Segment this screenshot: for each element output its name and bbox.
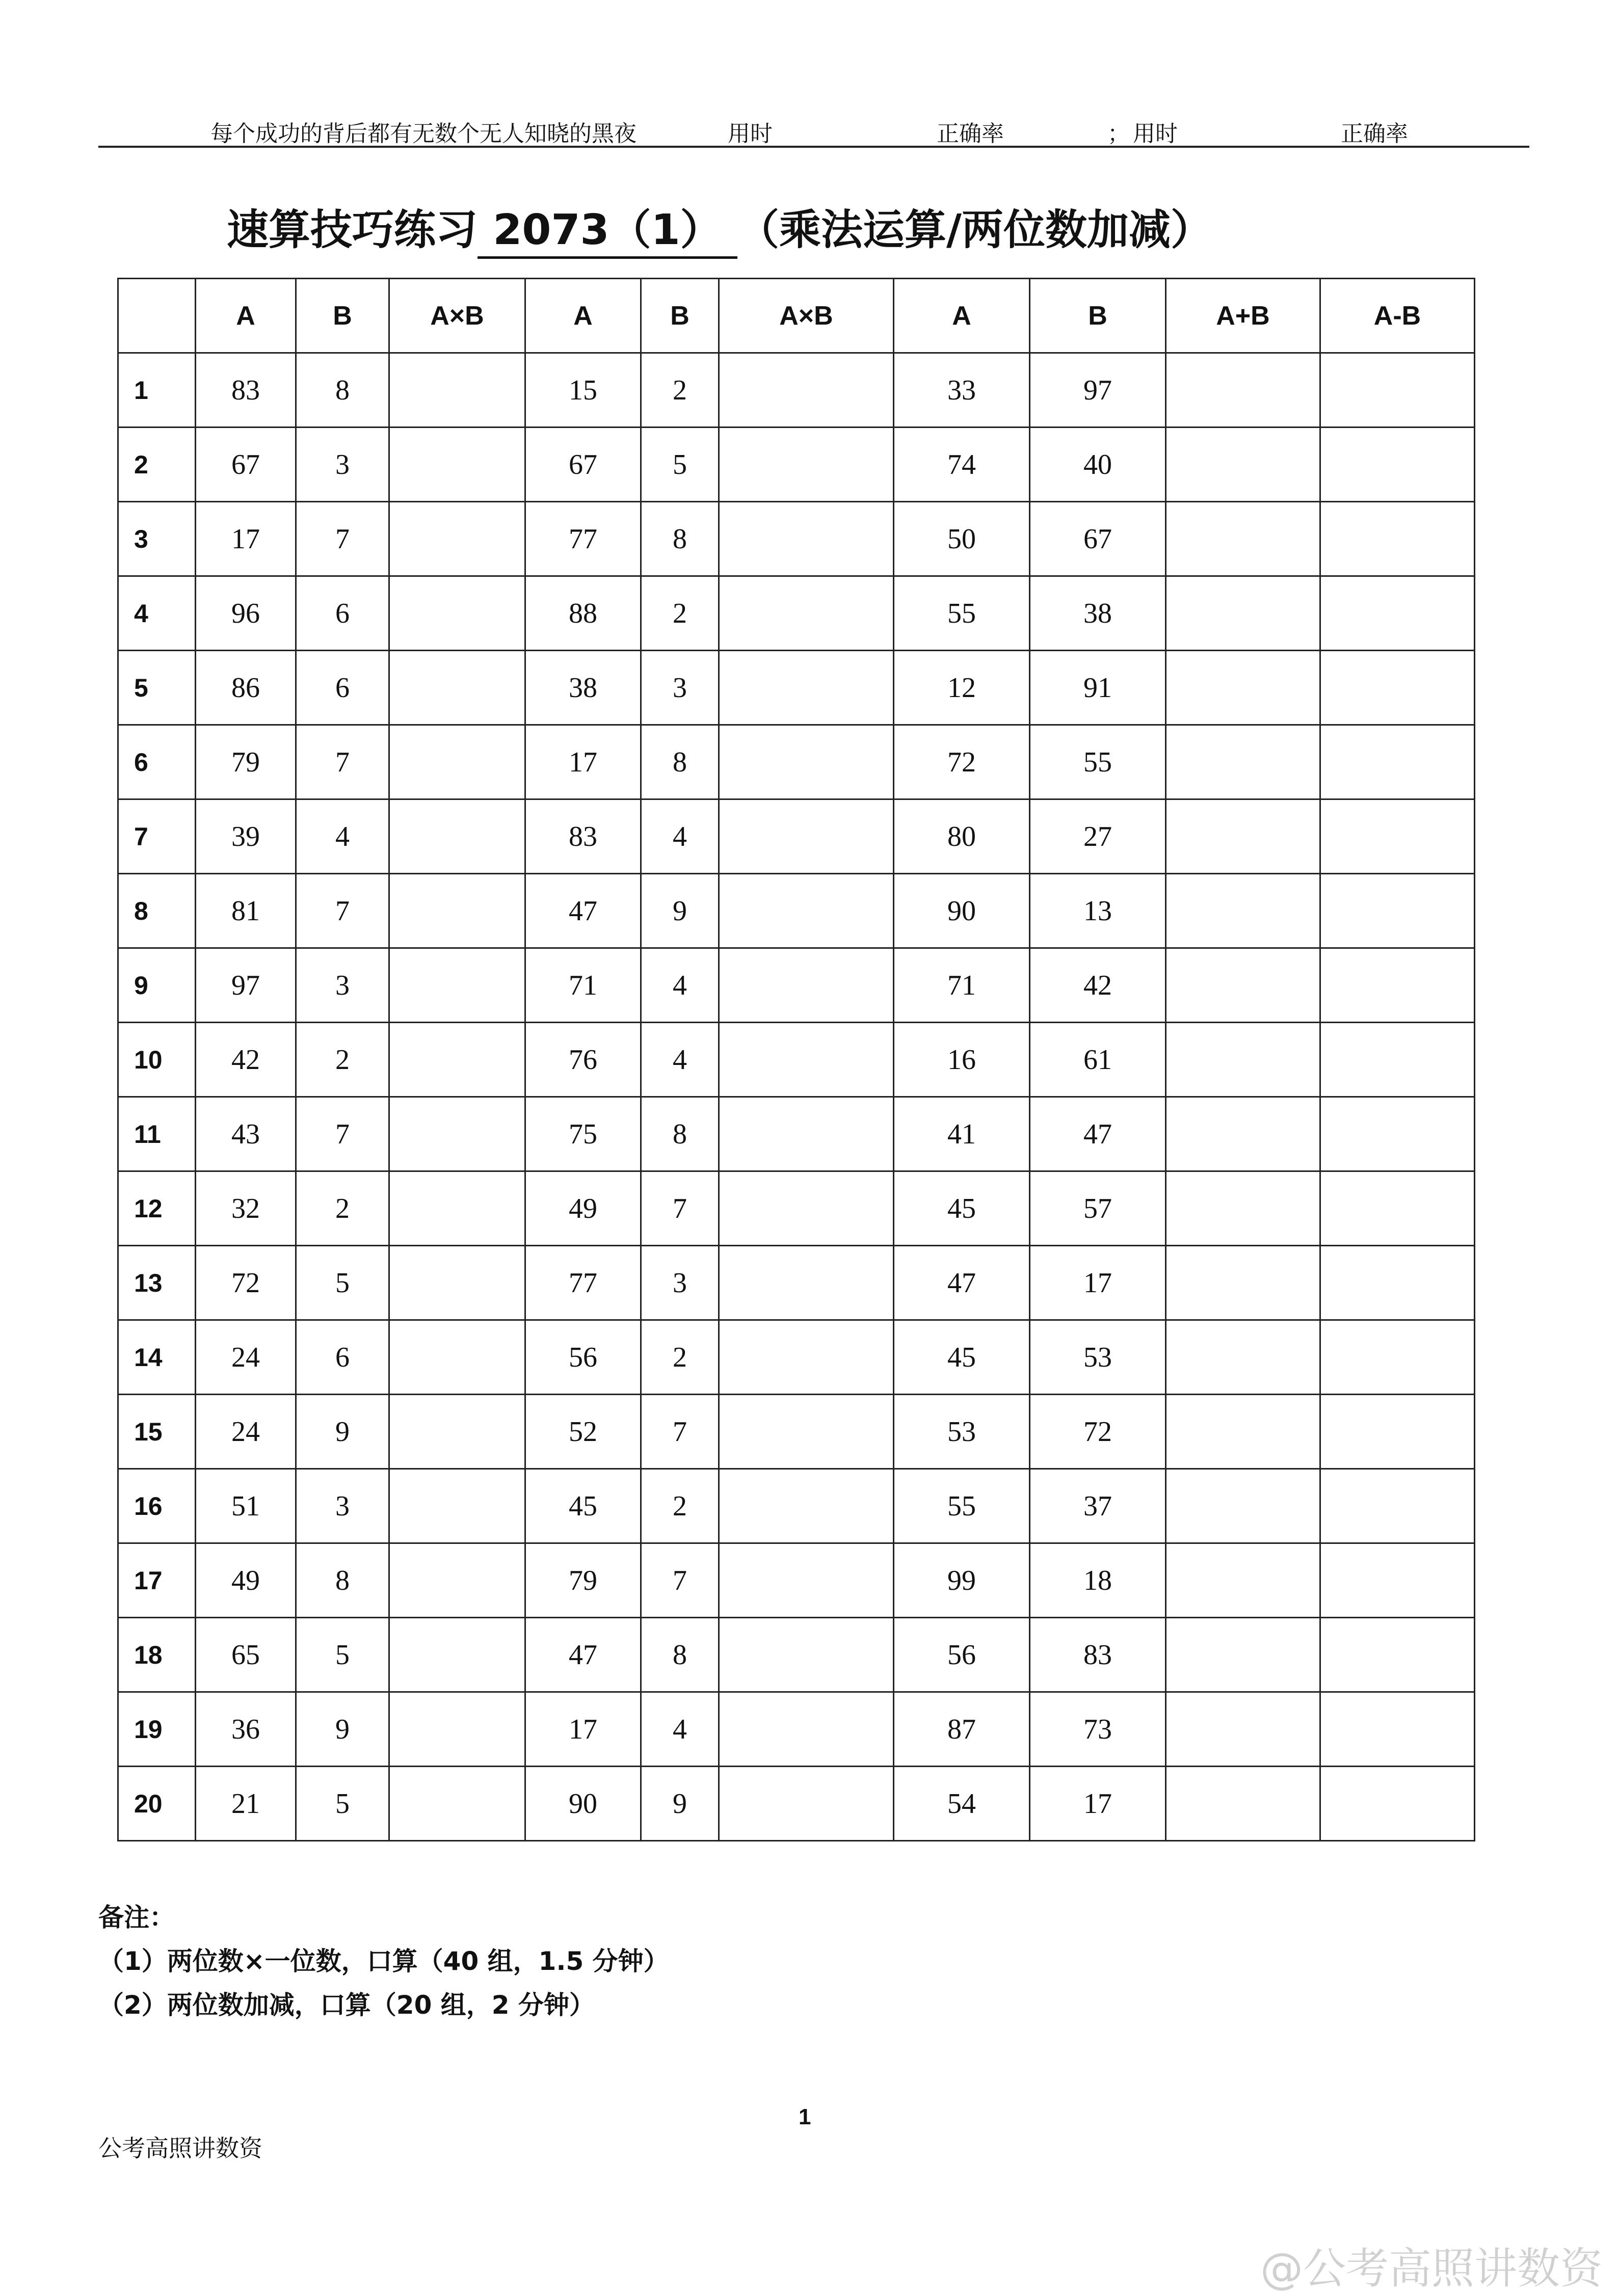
table-header-row — [118, 279, 1475, 353]
cell-a1: 65 — [196, 1618, 296, 1692]
cell-b2: 2 — [641, 353, 719, 428]
answer-cell-product2[interactable] — [719, 502, 894, 576]
cell-b2: 2 — [641, 576, 719, 651]
cell-b2: 2 — [641, 1469, 719, 1543]
answer-cell-product1[interactable] — [389, 1767, 525, 1841]
table-row — [118, 1395, 1475, 1469]
answer-cell-diff[interactable] — [1320, 576, 1475, 651]
cell-a3: 33 — [894, 353, 1030, 428]
table-row — [118, 1023, 1475, 1097]
answer-cell-diff[interactable] — [1320, 948, 1475, 1023]
answer-cell-sum[interactable] — [1166, 428, 1320, 502]
answer-cell-diff[interactable] — [1320, 874, 1475, 948]
cell-b1: 9 — [296, 1692, 389, 1767]
answer-cell-sum[interactable] — [1166, 1246, 1320, 1320]
cell-b1: 5 — [296, 1767, 389, 1841]
cell-b2: 7 — [641, 1395, 719, 1469]
cell-a2: 38 — [525, 651, 641, 725]
cell-a3: 12 — [894, 651, 1030, 725]
accuracy-label-1: 正确率 — [937, 115, 1088, 148]
watermark: @公考高照讲数资 — [1260, 2244, 1603, 2293]
answer-cell-product2[interactable] — [719, 1171, 894, 1246]
table-row — [118, 799, 1475, 874]
cell-a3: 90 — [894, 874, 1030, 948]
note-item: （1）两位数×一位数，口算（40 组，1.5 分钟） — [98, 1946, 669, 1976]
table-row — [118, 502, 1475, 576]
answer-cell-diff[interactable] — [1320, 1097, 1475, 1171]
answer-cell-diff[interactable] — [1320, 1246, 1475, 1320]
row-index: 10 — [118, 1023, 196, 1097]
cell-a1: 97 — [196, 948, 296, 1023]
cell-b2: 4 — [641, 799, 719, 874]
answer-cell-product2[interactable] — [719, 1097, 894, 1171]
answer-cell-product1[interactable] — [389, 1320, 525, 1395]
answer-cell-diff[interactable] — [1320, 1469, 1475, 1543]
cell-a2: 77 — [525, 502, 641, 576]
cell-b3: 53 — [1030, 1320, 1166, 1395]
cell-b1: 7 — [296, 874, 389, 948]
cell-b1: 8 — [296, 353, 389, 428]
answer-cell-sum[interactable] — [1166, 576, 1320, 651]
cell-b3: 13 — [1030, 874, 1166, 948]
answer-cell-product2[interactable] — [719, 1469, 894, 1543]
cell-a3: 56 — [894, 1618, 1030, 1692]
row-index: 8 — [118, 874, 196, 948]
table-row — [118, 1171, 1475, 1246]
cell-a3: 50 — [894, 502, 1030, 576]
row-index: 19 — [118, 1692, 196, 1767]
answer-cell-diff[interactable] — [1320, 1618, 1475, 1692]
time-label-1: 用时 — [728, 115, 895, 148]
answer-cell-diff[interactable] — [1320, 1767, 1475, 1841]
cell-a2: 47 — [525, 1618, 641, 1692]
row-index: 12 — [118, 1171, 196, 1246]
table-row — [118, 725, 1475, 799]
answer-cell-diff[interactable] — [1320, 1023, 1475, 1097]
answer-cell-product1[interactable] — [389, 1171, 525, 1246]
cell-a2: 79 — [525, 1543, 641, 1618]
answer-cell-sum[interactable] — [1166, 1618, 1320, 1692]
accuracy-blank-2[interactable] — [1408, 121, 1483, 148]
cell-a1: 21 — [196, 1767, 296, 1841]
cell-b1: 5 — [296, 1618, 389, 1692]
answer-cell-product1[interactable] — [389, 1618, 525, 1692]
row-index: 4 — [118, 576, 196, 651]
answer-cell-product1[interactable] — [389, 1023, 525, 1097]
cell-b2: 8 — [641, 725, 719, 799]
header-cell-diff: A-B — [1320, 279, 1475, 353]
cell-b2: 2 — [641, 1320, 719, 1395]
answer-cell-product1[interactable] — [389, 428, 525, 502]
row-index: 2 — [118, 428, 196, 502]
cell-b1: 7 — [296, 502, 389, 576]
cell-b3: 73 — [1030, 1692, 1166, 1767]
answer-cell-sum[interactable] — [1166, 948, 1320, 1023]
row-index: 18 — [118, 1618, 196, 1692]
motto: 每个成功的背后都有无数个无人知晓的黑夜 — [210, 121, 636, 147]
cell-a1: 51 — [196, 1469, 296, 1543]
answer-cell-product2[interactable] — [719, 725, 894, 799]
cell-a1: 96 — [196, 576, 296, 651]
cell-b1: 8 — [296, 1543, 389, 1618]
cell-a1: 24 — [196, 1395, 296, 1469]
header-cell-sum: A+B — [1166, 279, 1320, 353]
cell-b3: 17 — [1030, 1246, 1166, 1320]
cell-b1: 3 — [296, 1469, 389, 1543]
accuracy-blank-1[interactable] — [1004, 121, 1088, 148]
table-row — [118, 1320, 1475, 1395]
answer-cell-product1[interactable] — [389, 502, 525, 576]
answer-cell-sum[interactable] — [1166, 1767, 1320, 1841]
cell-a3: 74 — [894, 428, 1030, 502]
table-row — [118, 1692, 1475, 1767]
notes-heading: 备注： — [98, 1903, 175, 1932]
cell-a3: 47 — [894, 1246, 1030, 1320]
row-index: 16 — [118, 1469, 196, 1543]
table-row — [118, 874, 1475, 948]
cell-b1: 6 — [296, 576, 389, 651]
cell-b3: 17 — [1030, 1767, 1166, 1841]
cell-b1: 6 — [296, 1320, 389, 1395]
notes — [98, 1895, 669, 2027]
cell-a2: 90 — [525, 1767, 641, 1841]
answer-cell-sum[interactable] — [1166, 353, 1320, 428]
title-suffix: （乘法运算/两位数加减） — [737, 206, 1212, 254]
table-row — [118, 428, 1475, 502]
cell-b1: 7 — [296, 725, 389, 799]
cell-b3: 91 — [1030, 651, 1166, 725]
answer-cell-sum[interactable] — [1166, 1543, 1320, 1618]
header-cell-a1: A — [196, 279, 296, 353]
cell-b1: 9 — [296, 1395, 389, 1469]
cell-a1: 86 — [196, 651, 296, 725]
cell-a1: 32 — [196, 1171, 296, 1246]
header-bar — [98, 110, 1529, 148]
answer-cell-product2[interactable] — [719, 874, 894, 948]
answer-cell-sum[interactable] — [1166, 1097, 1320, 1171]
answer-cell-diff[interactable] — [1320, 799, 1475, 874]
header-cell-product2: A×B — [719, 279, 894, 353]
row-index: 13 — [118, 1246, 196, 1320]
cell-a3: 55 — [894, 1469, 1030, 1543]
answer-cell-product2[interactable] — [719, 1246, 894, 1320]
cell-a3: 54 — [894, 1767, 1030, 1841]
cell-a3: 16 — [894, 1023, 1030, 1097]
cell-b2: 7 — [641, 1171, 719, 1246]
cell-a2: 76 — [525, 1023, 641, 1097]
cell-b3: 61 — [1030, 1023, 1166, 1097]
page-title — [227, 197, 1212, 258]
answer-cell-diff[interactable] — [1320, 1171, 1475, 1246]
row-index: 9 — [118, 948, 196, 1023]
cell-b3: 55 — [1030, 725, 1166, 799]
note-item: （2）两位数加减，口算（20 组，2 分钟） — [98, 1990, 595, 2020]
answer-cell-diff[interactable] — [1320, 1543, 1475, 1618]
answer-cell-sum[interactable] — [1166, 1395, 1320, 1469]
cell-a2: 45 — [525, 1469, 641, 1543]
answer-cell-sum[interactable] — [1166, 799, 1320, 874]
cell-a2: 71 — [525, 948, 641, 1023]
cell-b2: 3 — [641, 1246, 719, 1320]
header-cell-a2: A — [525, 279, 641, 353]
cell-a3: 41 — [894, 1097, 1030, 1171]
cell-a1: 49 — [196, 1543, 296, 1618]
cell-b3: 42 — [1030, 948, 1166, 1023]
cell-b1: 2 — [296, 1171, 389, 1246]
answer-cell-product1[interactable] — [389, 1543, 525, 1618]
answer-cell-sum[interactable] — [1166, 1469, 1320, 1543]
cell-a2: 15 — [525, 353, 641, 428]
cell-a2: 83 — [525, 799, 641, 874]
cell-a1: 17 — [196, 502, 296, 576]
answer-cell-sum[interactable] — [1166, 725, 1320, 799]
cell-a2: 88 — [525, 576, 641, 651]
answer-cell-product2[interactable] — [719, 1618, 894, 1692]
cell-a3: 55 — [894, 576, 1030, 651]
cell-b3: 57 — [1030, 1171, 1166, 1246]
cell-b1: 6 — [296, 651, 389, 725]
row-index: 1 — [118, 353, 196, 428]
cell-b1: 5 — [296, 1246, 389, 1320]
cell-a3: 45 — [894, 1171, 1030, 1246]
cell-b2: 8 — [641, 502, 719, 576]
row-index: 14 — [118, 1320, 196, 1395]
answer-cell-diff[interactable] — [1320, 651, 1475, 725]
answer-cell-diff[interactable] — [1320, 725, 1475, 799]
table-row — [118, 353, 1475, 428]
cell-b1: 2 — [296, 1023, 389, 1097]
title-code: 2073（1） — [478, 197, 737, 259]
table-row — [118, 1767, 1475, 1841]
answer-cell-sum[interactable] — [1166, 1171, 1320, 1246]
answer-cell-product1[interactable] — [389, 1395, 525, 1469]
cell-a3: 45 — [894, 1320, 1030, 1395]
cell-a2: 77 — [525, 1246, 641, 1320]
title-prefix: 速算技巧练习 — [227, 206, 478, 254]
answer-cell-sum[interactable] — [1166, 874, 1320, 948]
answer-cell-sum[interactable] — [1166, 1023, 1320, 1097]
cell-b3: 47 — [1030, 1097, 1166, 1171]
answer-cell-product1[interactable] — [389, 1469, 525, 1543]
cell-a3: 71 — [894, 948, 1030, 1023]
row-index: 7 — [118, 799, 196, 874]
table-row — [118, 1543, 1475, 1618]
answer-cell-product2[interactable] — [719, 1692, 894, 1767]
cell-a3: 53 — [894, 1395, 1030, 1469]
cell-a1: 67 — [196, 428, 296, 502]
answer-cell-product2[interactable] — [719, 948, 894, 1023]
cell-b3: 27 — [1030, 799, 1166, 874]
answer-cell-product2[interactable] — [719, 799, 894, 874]
cell-b3: 83 — [1030, 1618, 1166, 1692]
answer-cell-product2[interactable] — [719, 1543, 894, 1618]
answer-cell-product2[interactable] — [719, 651, 894, 725]
answer-cell-product2[interactable] — [719, 576, 894, 651]
cell-b3: 40 — [1030, 428, 1166, 502]
cell-a1: 43 — [196, 1097, 296, 1171]
cell-b3: 72 — [1030, 1395, 1166, 1469]
cell-a2: 49 — [525, 1171, 641, 1246]
answer-cell-product1[interactable] — [389, 1246, 525, 1320]
cell-a2: 67 — [525, 428, 641, 502]
answer-cell-product2[interactable] — [719, 428, 894, 502]
table-row — [118, 576, 1475, 651]
answer-cell-product2[interactable] — [719, 353, 894, 428]
answer-cell-product1[interactable] — [389, 1692, 525, 1767]
row-index: 6 — [118, 725, 196, 799]
answer-cell-product2[interactable] — [719, 1320, 894, 1395]
answer-cell-product1[interactable] — [389, 874, 525, 948]
answer-cell-product1[interactable] — [389, 576, 525, 651]
answer-cell-diff[interactable] — [1320, 1320, 1475, 1395]
cell-b2: 8 — [641, 1097, 719, 1171]
table-row — [118, 1246, 1475, 1320]
table-row — [118, 1097, 1475, 1171]
cell-b3: 38 — [1030, 576, 1166, 651]
answer-cell-sum[interactable] — [1166, 502, 1320, 576]
answer-cell-diff[interactable] — [1320, 502, 1475, 576]
cell-a3: 72 — [894, 725, 1030, 799]
cell-a1: 36 — [196, 1692, 296, 1767]
answer-cell-diff[interactable] — [1320, 1692, 1475, 1767]
time-blank-1[interactable] — [773, 121, 895, 148]
answer-cell-sum[interactable] — [1166, 651, 1320, 725]
cell-a1: 79 — [196, 725, 296, 799]
header-cell-b3: B — [1030, 279, 1166, 353]
table-row — [118, 948, 1475, 1023]
cell-b1: 3 — [296, 428, 389, 502]
cell-a1: 42 — [196, 1023, 296, 1097]
answer-cell-sum[interactable] — [1166, 1692, 1320, 1767]
answer-cell-product2[interactable] — [719, 1395, 894, 1469]
cell-b3: 37 — [1030, 1469, 1166, 1543]
cell-b1: 4 — [296, 799, 389, 874]
cell-a3: 80 — [894, 799, 1030, 874]
cell-a1: 72 — [196, 1246, 296, 1320]
separator: ； — [1107, 121, 1130, 147]
cell-a1: 24 — [196, 1320, 296, 1395]
cell-b1: 3 — [296, 948, 389, 1023]
cell-a2: 17 — [525, 725, 641, 799]
cell-a2: 17 — [525, 1692, 641, 1767]
cell-b3: 97 — [1030, 353, 1166, 428]
cell-b2: 7 — [641, 1543, 719, 1618]
row-index: 15 — [118, 1395, 196, 1469]
cell-a1: 81 — [196, 874, 296, 948]
cell-a1: 39 — [196, 799, 296, 874]
cell-a2: 56 — [525, 1320, 641, 1395]
cell-a2: 47 — [525, 874, 641, 948]
cell-a3: 99 — [894, 1543, 1030, 1618]
table-row — [118, 1469, 1475, 1543]
row-index: 11 — [118, 1097, 196, 1171]
cell-a1: 83 — [196, 353, 296, 428]
answer-cell-product1[interactable] — [389, 353, 525, 428]
table-row — [118, 1618, 1475, 1692]
cell-b3: 18 — [1030, 1543, 1166, 1618]
row-index: 3 — [118, 502, 196, 576]
header-cell-index — [118, 279, 196, 353]
practice-table — [117, 278, 1475, 1841]
cell-b2: 8 — [641, 1618, 719, 1692]
answer-cell-sum[interactable] — [1166, 1320, 1320, 1395]
cell-b2: 4 — [641, 1692, 719, 1767]
time-blank-2[interactable] — [1178, 121, 1300, 148]
accuracy-label-2: 正确率 — [1341, 115, 1483, 148]
footer-author: 公考高照讲数资 — [98, 2134, 262, 2162]
row-index: 5 — [118, 651, 196, 725]
header-cell-a3: A — [894, 279, 1030, 353]
table-row — [118, 651, 1475, 725]
header-cell-b1: B — [296, 279, 389, 353]
cell-b2: 5 — [641, 428, 719, 502]
answer-cell-product1[interactable] — [389, 725, 525, 799]
row-index: 17 — [118, 1543, 196, 1618]
cell-b2: 4 — [641, 948, 719, 1023]
answer-cell-diff[interactable] — [1320, 428, 1475, 502]
cell-b2: 3 — [641, 651, 719, 725]
row-index: 20 — [118, 1767, 196, 1841]
answer-cell-product2[interactable] — [719, 1767, 894, 1841]
page-number: 1 — [799, 2104, 811, 2129]
answer-cell-product1[interactable] — [389, 1097, 525, 1171]
cell-b2: 9 — [641, 1767, 719, 1841]
cell-a3: 87 — [894, 1692, 1030, 1767]
cell-a2: 75 — [525, 1097, 641, 1171]
time-label-2: 用时 — [1133, 115, 1300, 148]
header-cell-b2: B — [641, 279, 719, 353]
answer-cell-product1[interactable] — [389, 948, 525, 1023]
cell-b1: 7 — [296, 1097, 389, 1171]
header-cell-product1: A×B — [389, 279, 525, 353]
cell-b3: 67 — [1030, 502, 1166, 576]
answer-cell-diff[interactable] — [1320, 353, 1475, 428]
answer-cell-product2[interactable] — [719, 1023, 894, 1097]
answer-cell-diff[interactable] — [1320, 1395, 1475, 1469]
cell-a2: 52 — [525, 1395, 641, 1469]
cell-b2: 4 — [641, 1023, 719, 1097]
answer-cell-product1[interactable] — [389, 651, 525, 725]
cell-b2: 9 — [641, 874, 719, 948]
answer-cell-product1[interactable] — [389, 799, 525, 874]
